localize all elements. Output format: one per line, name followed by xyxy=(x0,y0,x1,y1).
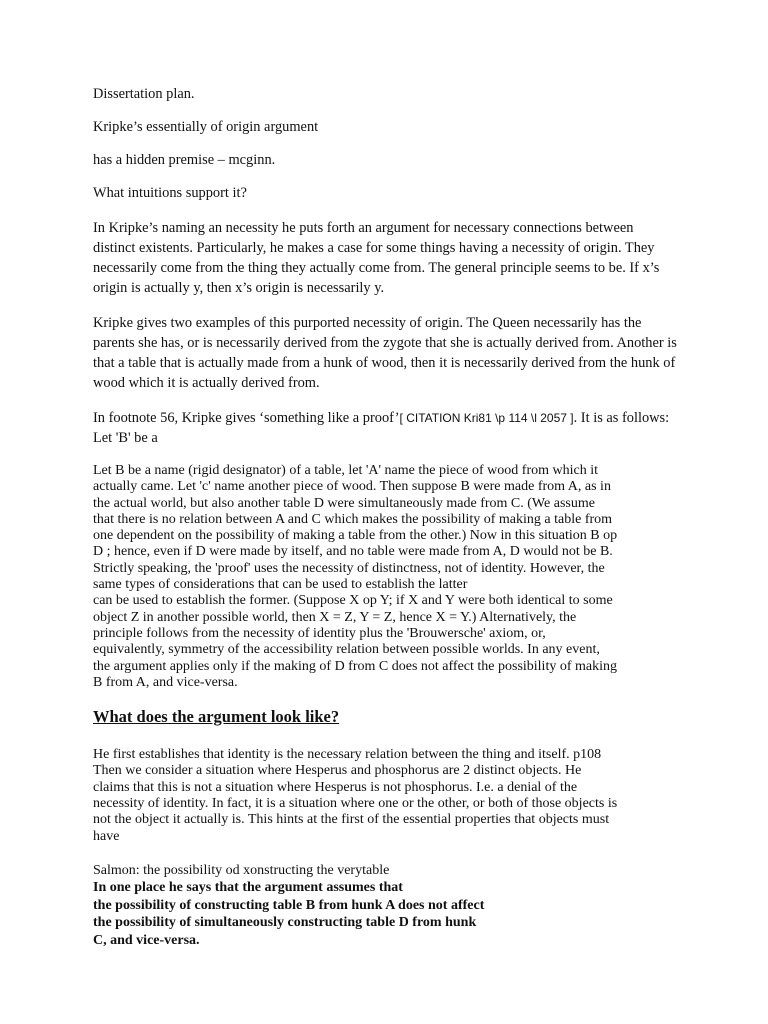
paragraph-line: He first establishes that identity is the necessary relation between the thing and itself. p108 xyxy=(93,747,602,763)
quote-line: D ; hence, even if D were made by itself, and no table were made from A, D would not be B. xyxy=(93,544,613,560)
citation-field: [ CITATION Kri81 \p 114 \l 2057 ] xyxy=(399,411,574,425)
quote-line: the argument applies only if the making of D from C does not affect the possibility of making xyxy=(93,658,617,674)
topic-line: Kripke’s essentially of origin argument xyxy=(93,119,319,135)
salmon-note: Salmon: the possibility od xonstructing the verytable xyxy=(93,862,390,878)
quote-line: same types of considerations that can be used to establish the latter xyxy=(93,577,468,593)
document-title: Dissertation plan. xyxy=(93,86,195,102)
examples-paragraph: Kripke gives two examples of this purported necessity of origin. The Queen necessarily has the parents she has, or is necessarily derived from the zygote that she is actually derived from. Another is that a table that is actually made from a hunk of wood, then it is necessarily derived from the hunk of wood which it is actually derived from. xyxy=(93,315,677,391)
quote-line: actually came. Let 'c' name another piece of wood. Then suppose B were made from A, as in xyxy=(93,479,611,495)
footnote-text-after: . It is as follows: Let 'B' be a xyxy=(93,410,670,446)
footnote-paragraph xyxy=(93,408,678,448)
bold-line: C, and vice-versa. xyxy=(93,932,200,948)
kripke-quote-block xyxy=(93,463,678,691)
quote-line: one dependent on the possibility of making a table from the other.) Now in this situation B op xyxy=(93,528,618,544)
premise-line: has a hidden premise – mcginn. xyxy=(93,152,276,168)
bold-line: the possibility of constructing table B from hunk A does not affect xyxy=(93,897,485,913)
footnote-text-before: In footnote 56, Kripke gives ‘something like a proof’ xyxy=(93,410,400,426)
intro-paragraph: In Kripke’s naming an necessity he puts forth an argument for necessary connections between distinct existents. Particularly, he makes a case for some things having a necessity of origin. They necessarily come from the thing they actually come from. The general principle seems to be. If x’s origin is actually y, then x’s origin is necessarily y. xyxy=(93,220,660,296)
quote-line: that there is no relation between A and C which makes the possibility of making a table from xyxy=(93,511,613,527)
paragraph-line: Then we consider a situation where Hesperus and phosphorus are 2 distinct objects. He xyxy=(93,763,582,779)
quote-line: can be used to establish the former. (Suppose X op Y; if X and Y were both identical to some xyxy=(93,593,613,609)
paragraph-line: claims that this is not a situation where Hesperus is not phosphorus. I.e. a denial of the xyxy=(93,779,578,795)
bold-note-block xyxy=(93,879,678,949)
paragraph-line: not the object it actually is. This hints at the first of the essential properties that objects must xyxy=(93,812,610,828)
bold-line: In one place he says that the argument assumes that xyxy=(93,880,403,896)
question-line: What intuitions support it? xyxy=(93,185,247,201)
quote-line: principle follows from the necessity of identity plus the 'Brouwersche' axiom, or, xyxy=(93,625,546,641)
quote-line: B from A, and vice-versa. xyxy=(93,674,238,690)
bold-line: the possibility of simultaneously constructing table D from hunk xyxy=(93,915,477,931)
paragraph-line: have xyxy=(93,828,120,844)
quote-line: Strictly speaking, the 'proof' uses the necessity of distinctness, not of identity. However, the xyxy=(93,560,605,576)
quote-line: Let B be a name (rigid designator) of a table, let 'A' name the piece of wood from which it xyxy=(93,463,598,478)
quote-line: the actual world, but also another table D were simultaneously made from C. (We assume xyxy=(93,495,595,511)
argument-paragraph xyxy=(93,747,678,845)
paragraph-line: necessity of identity. In fact, it is a situation where one or the other, or both of those objects is xyxy=(93,796,618,812)
quote-line: object Z in another possible world, then X = Z, Y = Z, hence X = Y.) Alternatively, the xyxy=(93,609,577,625)
document-page xyxy=(93,84,678,949)
quote-line: equivalently, symmetry of the accessibility relation between possible worlds. In any event, xyxy=(93,642,600,658)
section-heading: What does the argument look like? xyxy=(93,707,340,727)
